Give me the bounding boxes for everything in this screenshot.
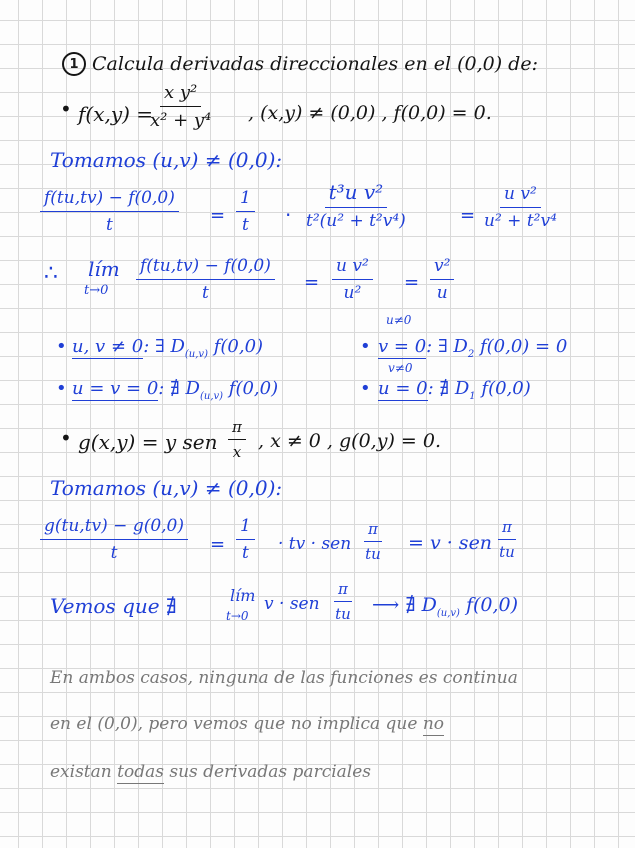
f-q2-den: t: [241, 215, 249, 235]
case-1-sub: (u,v): [184, 349, 208, 360]
case-2-result: : ∄ D: [158, 378, 200, 399]
case-4: [378, 380, 531, 402]
case-4-result: : ∄ D: [427, 378, 470, 399]
g-pi-fraction-1: [364, 520, 382, 563]
case-2-bullet: •: [56, 378, 67, 399]
case-4-bullet: •: [360, 378, 371, 399]
f-lhs: f(x,y) =: [78, 102, 154, 126]
g-lim: lím: [230, 586, 256, 605]
g-eq-1: =: [210, 534, 226, 555]
f-limit-quotient: [136, 256, 275, 303]
f-quotient-4: [484, 184, 557, 231]
g-q2-den: t: [241, 543, 249, 563]
conclusion-line-3-a: existan: [50, 762, 118, 782]
f-tomamos: Tomamos (u,v) ≠ (0,0):: [50, 148, 283, 172]
g-pi2-num: π: [498, 518, 516, 540]
g-pi2-den: tu: [499, 543, 515, 561]
case-4-above: v≠0: [388, 361, 413, 375]
g-pi-fraction: [228, 418, 246, 461]
case-4-condition: u = 0: [378, 378, 428, 399]
g-lim-sub: t→0: [226, 609, 249, 623]
g-condition: , x ≠ 0 , g(0,y) = 0.: [258, 430, 441, 452]
f-lim-num: f(tu,tv) − f(0,0): [136, 256, 275, 280]
f-fraction: [150, 82, 211, 131]
f-l3-den: u: [436, 283, 448, 303]
f-quotient-1: [40, 188, 179, 235]
g-pi3-num: π: [334, 580, 352, 602]
f-l3-num: v²: [430, 256, 454, 280]
conclusion-line-2: [50, 716, 444, 733]
case-4-sub: 1: [469, 391, 476, 402]
f-eq-1: =: [210, 205, 226, 226]
conclusion-line-1: En ambos casos, ninguna de las funciones es continua: [50, 668, 518, 688]
f-limit-result-1: [332, 256, 373, 303]
conclusion-line-3: [50, 764, 371, 781]
g-pi1-den: tu: [365, 545, 381, 563]
g-pi1-num: π: [364, 520, 382, 542]
case-2-sub: (u,v): [199, 391, 224, 402]
case-2-condition: u = v = 0: [72, 378, 159, 399]
conclusion-emphasis-todas: todas: [117, 762, 164, 782]
f-eq-4: =: [404, 272, 420, 293]
g-lhs: g(x,y) = y sen: [78, 430, 218, 454]
f-q2-num: 1: [236, 188, 255, 212]
f-lim: lím: [88, 257, 120, 281]
g-pi-fraction-2: [498, 518, 516, 561]
g-pi-den: x: [232, 443, 242, 461]
conclusion-line-2-a: en el (0,0), pero vemos que no implica que: [50, 714, 423, 734]
g-mid: · tv · sen: [278, 534, 352, 554]
g-arrow-result: [372, 596, 518, 619]
g-quotient-1: [40, 516, 188, 563]
f-eq-2: =: [460, 205, 476, 226]
g-bullet: •: [60, 426, 72, 450]
therefore-symbol: ∴: [44, 261, 58, 286]
g-arrow-tail: f(0,0): [465, 594, 519, 616]
g-lim-expr: v · sen: [264, 594, 320, 614]
f-q3-den: t²(u² + t²v⁴): [306, 211, 406, 231]
g-pi-num: π: [228, 418, 246, 440]
f-denominator: x² + y⁴: [150, 110, 212, 131]
case-2: [72, 380, 278, 402]
g-q1-den: t: [110, 543, 118, 563]
f-quotient-3: [306, 180, 406, 231]
f-q1-num: f(tu,tv) − f(0,0): [40, 188, 179, 212]
conclusion-emphasis-no: no: [422, 714, 445, 734]
f-dot: ·: [285, 203, 292, 227]
f-q4-den: u² + t²v⁴: [484, 211, 557, 231]
case-1-result: : ∃ D: [143, 336, 185, 357]
f-eq-3: =: [304, 272, 320, 293]
exercise-number: 1: [69, 56, 79, 72]
case-1: [72, 338, 263, 360]
g-vemos: Vemos que ∄: [50, 594, 177, 618]
f-quotient-2: [236, 188, 255, 235]
g-q1-num: g(tu,tv) − g(0,0): [40, 516, 188, 540]
f-lim-sub: t→0: [84, 283, 109, 298]
case-1-condition: u, v ≠ 0: [72, 336, 144, 357]
f-l2-den: u²: [343, 283, 362, 303]
case-4-tail: f(0,0): [481, 378, 531, 399]
case-2-tail: f(0,0): [228, 378, 279, 399]
case-3-result: : ∃ D: [426, 336, 468, 357]
f-l2-num: u v²: [332, 256, 373, 280]
g-q2-num: 1: [236, 516, 255, 540]
g-pi3-den: tu: [335, 605, 351, 623]
case-1-bullet: •: [56, 336, 67, 357]
conclusion-line-3-c: sus derivadas parciales: [163, 762, 372, 782]
f-lim-den: t: [201, 283, 209, 303]
case-1-tail: f(0,0): [213, 336, 264, 357]
f-bullet: •: [60, 97, 72, 121]
g-arrow-sub: (u,v): [436, 608, 460, 619]
g-tomamos: Tomamos (u,v) ≠ (0,0):: [50, 476, 283, 500]
g-arrow: ⟶ ∄ D: [372, 594, 437, 616]
f-condition: , (x,y) ≠ (0,0) , f(0,0) = 0.: [248, 102, 492, 124]
g-pi-fraction-3: [334, 580, 352, 623]
case-3-condition: v = 0: [378, 336, 427, 357]
f-q3-num: t³u v²: [325, 180, 388, 208]
g-eq-2: = v · sen: [408, 532, 493, 554]
g-quotient-2: [236, 516, 255, 563]
case-3-tail: f(0,0) = 0: [479, 336, 568, 357]
exercise-title: Calcula derivadas direccionales en el (0,0) de:: [92, 53, 538, 75]
f-limit-result-2: [430, 256, 454, 303]
f-q4-num: u v²: [500, 184, 541, 208]
case-3-sub: 2: [467, 349, 475, 360]
f-numerator: x y²: [160, 82, 201, 107]
f-q1-den: t: [105, 215, 113, 235]
case-3-bullet: •: [360, 336, 371, 357]
case-3-above: u≠0: [386, 313, 412, 327]
case-3: [378, 338, 567, 360]
exercise-number-circle: [62, 52, 86, 76]
